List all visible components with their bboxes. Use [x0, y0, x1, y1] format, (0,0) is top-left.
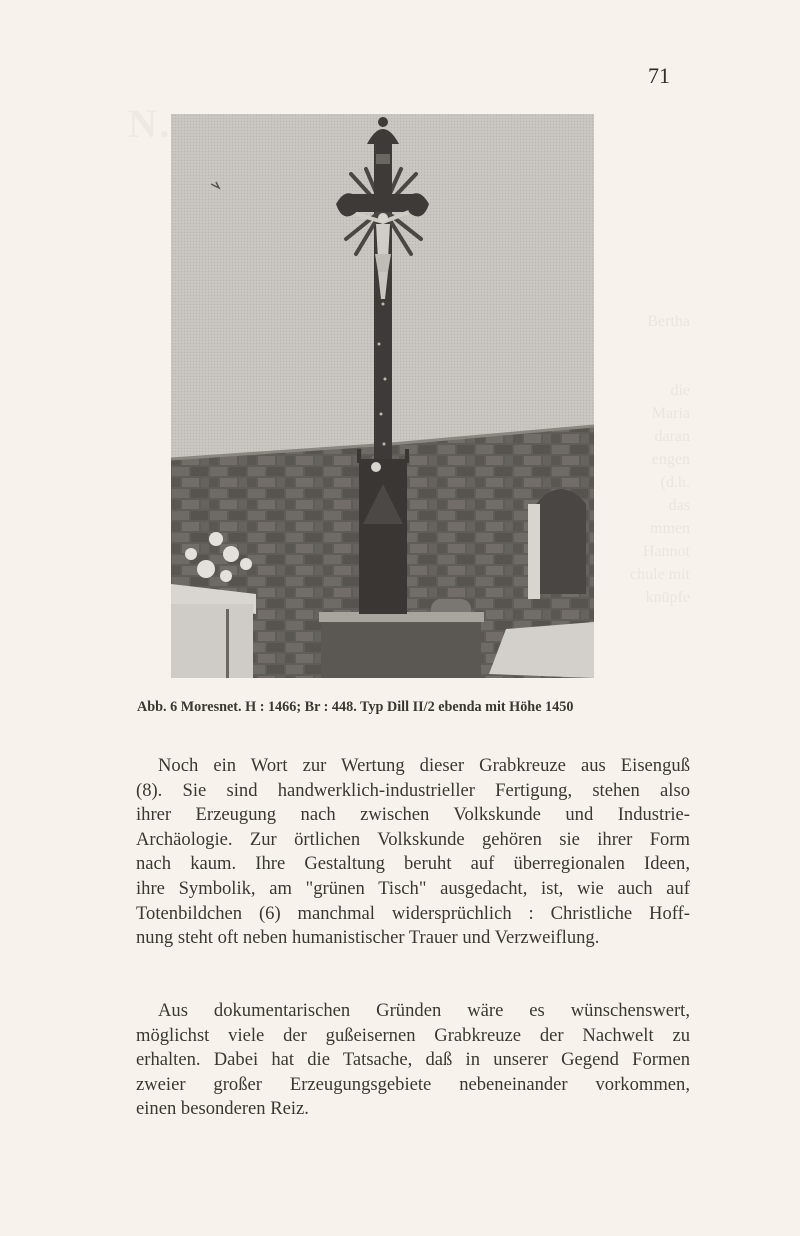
- ghost-word: engen: [651, 451, 690, 468]
- ghost-word: Hannot: [642, 543, 690, 560]
- text-line: nach kaum. Ihre Gestaltung beruht auf überregionalen Ideen,: [136, 853, 690, 875]
- ghost-word: chule mit: [630, 566, 690, 583]
- figure-caption: Abb. 6 Moresnet. H : 1466; Br : 448. Typ Dill II/2 ebenda mit Höhe 1450: [137, 699, 574, 715]
- text-line: ihre Symbolik, am "grünen Tisch" ausgedacht, ist, wie auch auf: [136, 877, 690, 899]
- ghost-word: daran: [654, 428, 690, 445]
- text-line: (8). Sie sind handwerklich-industrieller Fertigung, stehen also: [136, 779, 690, 801]
- cast-iron-cross-photo: [171, 114, 594, 678]
- text-line: Archäologie. Zur örtlichen Volkskunde gehören sie ihrer Form: [136, 828, 690, 850]
- text-line: nung steht oft neben humanistischer Trauer und Verzweiflung.: [136, 927, 600, 949]
- text-line: ihrer Erzeugung nach zwischen Volkskunde und Industrie-: [136, 804, 690, 826]
- figure-photo-grave-cross: [171, 114, 594, 678]
- text-line: zweier großer Erzeugungsgebiete nebeneinander vorkommen,: [136, 1073, 690, 1095]
- ghost-word: Maria: [651, 405, 690, 422]
- ghost-word: knüpfe: [645, 589, 690, 606]
- body-paragraph-1: [136, 754, 690, 951]
- ghost-word: das: [668, 497, 690, 514]
- page-number: 71: [648, 63, 670, 88]
- text-line: möglichst viele der gußeisernen Grabkreuze der Nachwelt zu: [136, 1024, 690, 1046]
- text-line: erhalten. Dabei hat die Tatsache, daß in unserer Gegend Formen: [136, 1049, 690, 1071]
- text-line: Totenbildchen (6) manchmal widersprüchlich : Christliche Hoff-: [136, 902, 690, 924]
- ghost-word: (d.h.: [660, 474, 690, 491]
- ghost-word: mmen: [650, 520, 690, 537]
- text-line: Aus dokumentarischen Gründen wäre es wünschenswert,: [158, 1000, 690, 1021]
- body-paragraph-2: [136, 999, 690, 1122]
- ghost-word: die: [670, 382, 690, 399]
- text-line: Noch ein Wort zur Wertung dieser Grabkreuze aus Eisenguß: [158, 755, 690, 776]
- show-through-margin: [598, 310, 690, 609]
- text-line: einen besonderen Reiz.: [136, 1098, 309, 1120]
- ghost-word: Bertha: [647, 313, 690, 330]
